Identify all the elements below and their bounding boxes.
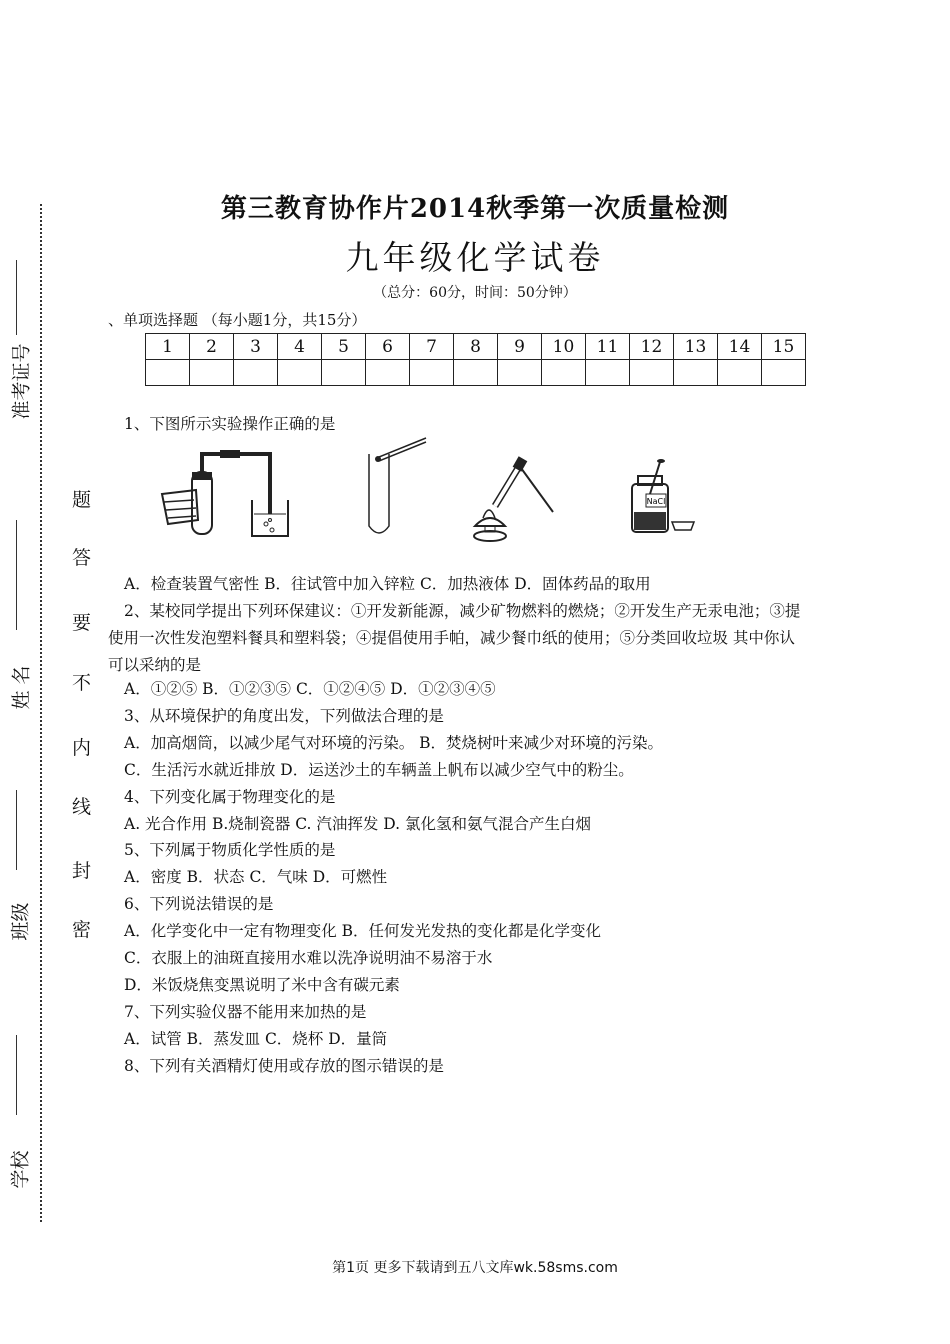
exam-id-label: 准考证号	[10, 343, 33, 420]
question-6-option-c: C．衣服上的油斑直接用水难以洗净说明油不易溶于水	[124, 949, 493, 967]
answer-cell[interactable]	[454, 360, 498, 386]
answer-cell[interactable]	[366, 360, 410, 386]
answer-number: 14	[718, 334, 762, 360]
answer-table-header-row	[146, 334, 806, 360]
answer-cell[interactable]	[542, 360, 586, 386]
question-8: 8、下列有关酒精灯使用或存放的图示错误的是	[124, 1057, 444, 1075]
question-1: 1、下图所示实验操作正确的是	[124, 415, 336, 433]
question-6: 6、下列说法错误的是	[124, 895, 274, 913]
answer-cell[interactable]	[234, 360, 278, 386]
seal-char: 封	[72, 860, 92, 882]
answer-number: 15	[762, 334, 806, 360]
question-3-options-cd: C．生活污水就近排放 D．运送沙土的车辆盖上帆布以减少空气中的粉尘。	[124, 761, 634, 779]
question-2: 2、某校同学提出下列环保建议：①开发新能源，减少矿物燃料的燃烧；②开发生产无汞电池；③提	[124, 602, 801, 620]
school-label: 学校	[9, 1150, 32, 1189]
seal-char: 密	[72, 919, 92, 941]
answer-number: 4	[278, 334, 322, 360]
school-blank	[16, 1035, 17, 1115]
exam-title: 第三教育协作片2014秋季第一次质量检测	[220, 194, 730, 224]
answer-number: 6	[366, 334, 410, 360]
answer-cell[interactable]	[630, 360, 674, 386]
exam-subtitle: 九年级化学试卷	[345, 238, 605, 277]
seal-char: 不	[72, 672, 92, 694]
answer-number: 9	[498, 334, 542, 360]
figure-airtightness-check	[158, 432, 298, 542]
answer-cell[interactable]	[762, 360, 806, 386]
question-6-options-ab: A．化学变化中一定有物理变化 B．任何发光发热的变化都是化学变化	[124, 922, 602, 940]
answer-number: 13	[674, 334, 718, 360]
answer-cell[interactable]	[718, 360, 762, 386]
score-info: （总分：60分，时间：50分钟）	[373, 285, 577, 301]
answer-number: 5	[322, 334, 366, 360]
class-blank	[16, 790, 17, 870]
seal-char: 题	[72, 489, 92, 511]
nacl-label: NaCl	[646, 497, 666, 506]
seal-char: 要	[72, 612, 92, 634]
answer-number: 7	[410, 334, 454, 360]
seal-char: 线	[72, 796, 92, 818]
question-3-options-ab: A．加高烟筒，以减少尾气对环境的污染。 B．焚烧树叶来减少对环境的污染。	[124, 734, 664, 752]
answer-cell[interactable]	[498, 360, 542, 386]
seal-char: 答	[72, 547, 92, 569]
answer-number: 3	[234, 334, 278, 360]
answer-table-blank-row	[146, 360, 806, 386]
question-4-options: A. 光合作用 B.烧制瓷器 C. 汽油挥发 D. 氯化氢和氨气混合产生白烟	[124, 815, 592, 833]
answer-number: 10	[542, 334, 586, 360]
answer-cell[interactable]	[410, 360, 454, 386]
binding-dotted-line	[40, 204, 42, 1222]
question-5-options: A．密度 B．状态 C．气味 D．可燃性	[124, 868, 388, 886]
question-5: 5、下列属于物质化学性质的是	[124, 841, 336, 859]
answer-cell[interactable]	[146, 360, 190, 386]
answer-cell[interactable]	[190, 360, 234, 386]
name-label: 姓 名	[10, 665, 33, 710]
question-7-options: A．试管 B．蒸发皿 C．烧杯 D．量筒	[124, 1030, 388, 1048]
figure-solid-reagent	[620, 432, 700, 542]
answer-number: 1	[146, 334, 190, 360]
answer-cell[interactable]	[586, 360, 630, 386]
question-3: 3、从环境保护的角度出发，下列做法合理的是	[124, 707, 444, 725]
question-2-options: A．①②⑤ B．①②③⑤ C．①②④⑤ D．①②③④⑤	[124, 680, 496, 698]
figure-adding-zinc	[360, 432, 430, 542]
question-2-cont: 使用一次性发泡塑料餐具和塑料袋；④提倡使用手帕，减少餐巾纸的使用；⑤分类回收垃圾 其中你认	[108, 629, 795, 647]
answer-table	[145, 333, 806, 386]
answer-cell[interactable]	[674, 360, 718, 386]
question-2-cont: 可以采纳的是	[108, 656, 202, 674]
question-4: 4、下列变化属于物理变化的是	[124, 788, 336, 806]
question-1-options: A．检查装置气密性 B．往试管中加入锌粒 C．加热液体 D．固体药品的取用	[124, 575, 651, 593]
name-blank	[16, 520, 17, 630]
class-label: 班级	[9, 902, 32, 941]
answer-number: 2	[190, 334, 234, 360]
section-heading: 、单项选择题 （每小题1分，共15分）	[108, 311, 367, 329]
seal-char: 内	[72, 737, 92, 759]
answer-cell[interactable]	[278, 360, 322, 386]
figure-heating-liquid	[465, 432, 565, 542]
page-footer: 第1页 更多下载请到五八文库wk.58sms.com	[332, 1260, 618, 1276]
answer-number: 12	[630, 334, 674, 360]
question-7: 7、下列实验仪器不能用来加热的是	[124, 1003, 367, 1021]
answer-cell[interactable]	[322, 360, 366, 386]
question-6-option-d: D．米饭烧焦变黑说明了米中含有碳元素	[124, 976, 400, 994]
answer-number: 11	[586, 334, 630, 360]
answer-number: 8	[454, 334, 498, 360]
